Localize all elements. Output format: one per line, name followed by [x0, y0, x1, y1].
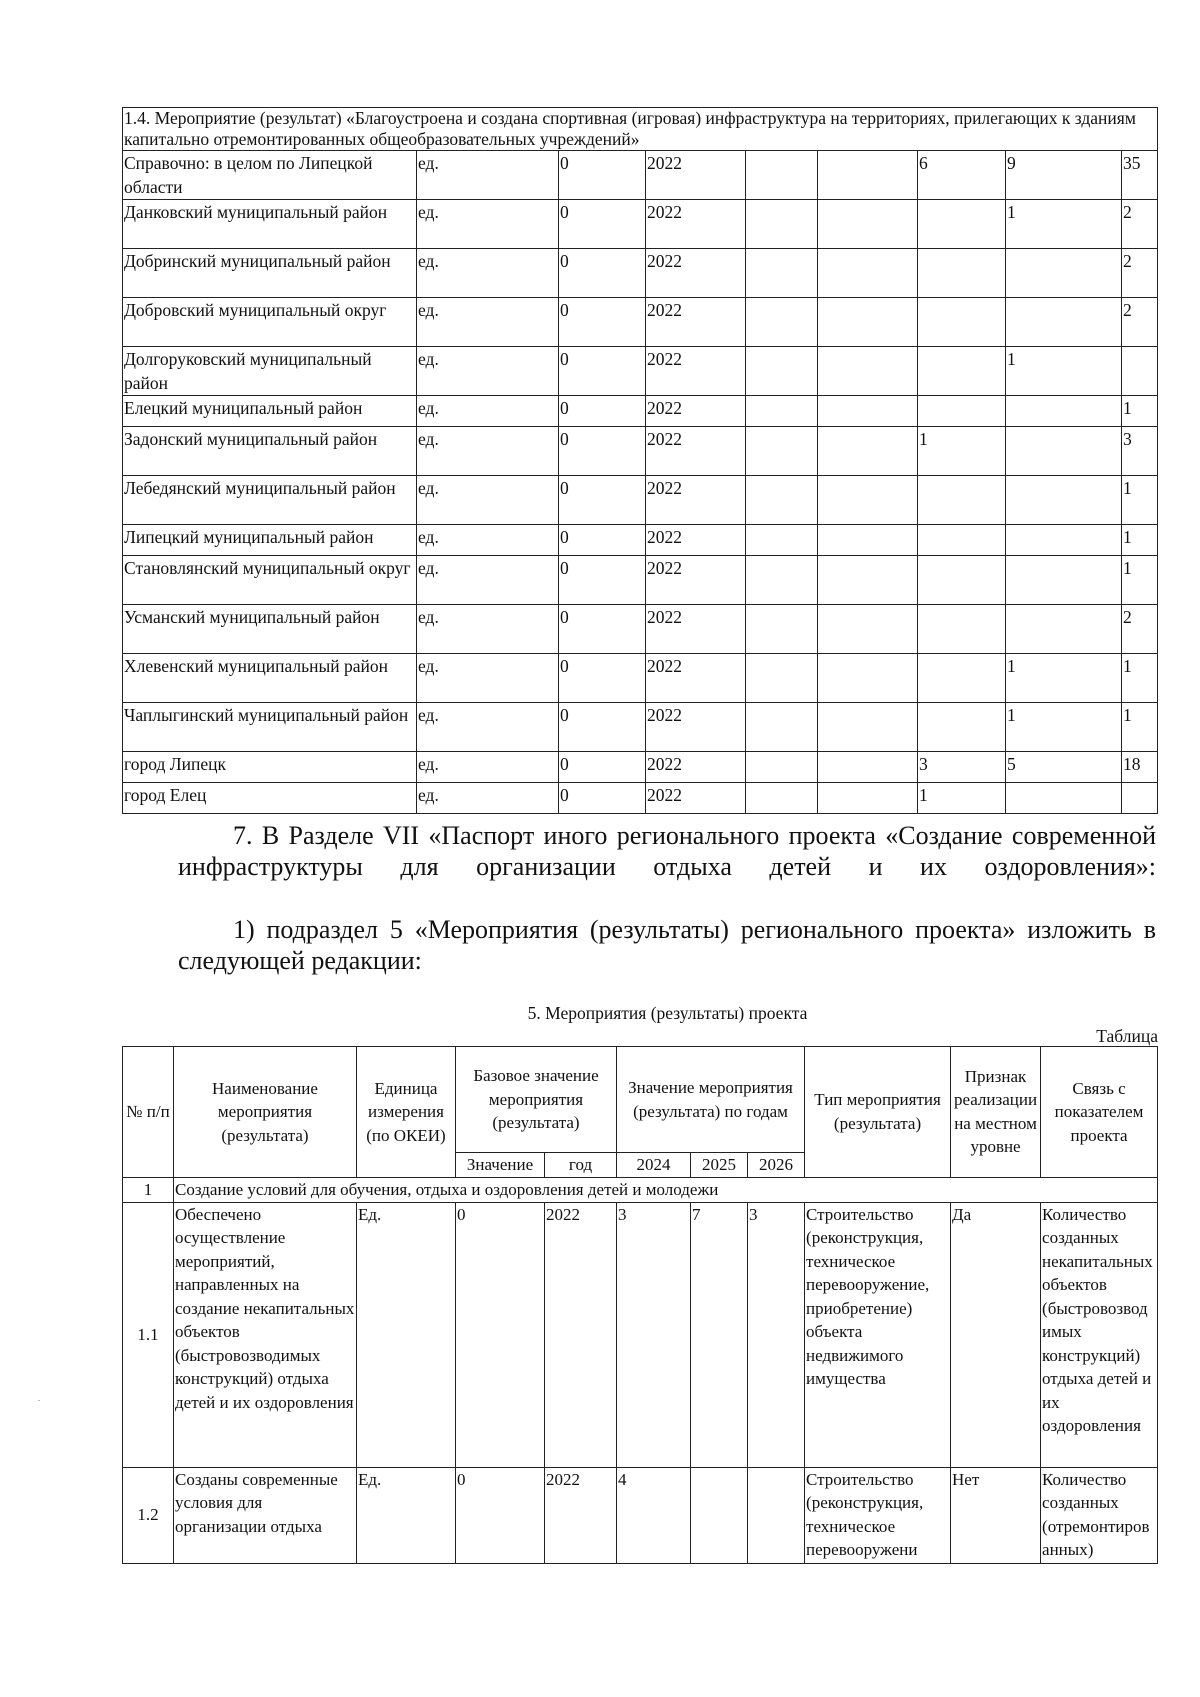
section-1-4-title: 1.4. Мероприятие (результат) «Благоустроена и создана спортивная (игровая) инфраструктура на территориях, прилегающих к зданиям капитально отремонтированных общеобразовательных учреждений» [123, 108, 1158, 151]
cell-unit: ед. [417, 347, 559, 396]
table-row [123, 703, 1158, 752]
cell-c9: 35 [1122, 151, 1158, 200]
results-table-1-4 [122, 107, 1158, 814]
cell-base: 0 [559, 605, 646, 654]
cell-name: Елецкий муниципальный район [123, 396, 417, 427]
cell-c9: 1 [1122, 654, 1158, 703]
cell-base: 0 [559, 783, 646, 814]
cell-year: 2022 [646, 783, 746, 814]
cell-base: 0 [559, 347, 646, 396]
cell-c9: 3 [1122, 427, 1158, 476]
row-1-1-year: 2022 [545, 1202, 617, 1467]
cell-c5 [746, 703, 818, 752]
cell-c8 [1006, 783, 1122, 814]
cell-c5 [746, 347, 818, 396]
table-row [123, 654, 1158, 703]
cell-c9: 1 [1122, 396, 1158, 427]
cell-year: 2022 [646, 752, 746, 783]
cell-year: 2022 [646, 151, 746, 200]
cell-c5 [746, 249, 818, 298]
cell-c6 [818, 654, 918, 703]
row-1-1-link: Количество созданных некапитальных объектов (быстровозводимых конструкций) отдыха детей и их оздоровления [1041, 1202, 1158, 1467]
cell-c5 [746, 200, 818, 249]
cell-c7 [918, 249, 1006, 298]
cell-unit: ед. [417, 427, 559, 476]
row-1-1-name: Обеспечено осуществление мероприятий, направленных на создание некапитальных объектов (быстровозводимых конструкций) отдыха детей и их оздоровления [174, 1202, 357, 1467]
cell-c5 [746, 298, 818, 347]
cell-base: 0 [559, 752, 646, 783]
cell-year: 2022 [646, 298, 746, 347]
row-1-2-name: Созданы современные условия для организации отдыха [174, 1467, 357, 1563]
cell-base: 0 [559, 298, 646, 347]
table-row [123, 476, 1158, 525]
cell-unit: ед. [417, 783, 559, 814]
cell-base: 0 [559, 151, 646, 200]
cell-name: Долгоруковский муниципальный район [123, 347, 417, 396]
cell-c7: 3 [918, 752, 1006, 783]
cell-base: 0 [559, 200, 646, 249]
cell-c8: 9 [1006, 151, 1122, 200]
row-1-2-num: 1.2 [123, 1467, 174, 1563]
row-1-2-local: Нет [951, 1467, 1041, 1563]
cell-c9: 1 [1122, 556, 1158, 605]
table-row [123, 347, 1158, 396]
cell-base: 0 [559, 427, 646, 476]
cell-c6 [818, 703, 918, 752]
header-values: Значение мероприятия (результата) по годам [617, 1047, 805, 1153]
cell-name: Чаплыгинский муниципальный район [123, 703, 417, 752]
cell-name: Данковский муниципальный район [123, 200, 417, 249]
cell-c8 [1006, 476, 1122, 525]
row-1-1-local: Да [951, 1202, 1041, 1467]
row-1-2-base: 0 [456, 1467, 545, 1563]
cell-name: Усманский муниципальный район [123, 605, 417, 654]
header-2025: 2025 [691, 1153, 748, 1178]
cell-c6 [818, 200, 918, 249]
cell-name: Добровский муниципальный округ [123, 298, 417, 347]
cell-c8 [1006, 556, 1122, 605]
paragraph-section-vii [178, 820, 1156, 882]
cell-c8: 5 [1006, 752, 1122, 783]
cell-base: 0 [559, 556, 646, 605]
cell-c7: 6 [918, 151, 1006, 200]
cell-c5 [746, 556, 818, 605]
cell-base: 0 [559, 525, 646, 556]
table-caption: 5. Мероприятия (результаты) проекта [527, 1003, 808, 1023]
row-1-2-year: 2022 [545, 1467, 617, 1563]
paragraph-subsection-5 [178, 914, 1156, 976]
header-name: Наименование мероприятия (результата) [174, 1047, 357, 1178]
table-row [123, 752, 1158, 783]
cell-unit: ед. [417, 476, 559, 525]
cell-c7 [918, 703, 1006, 752]
header-num: № п/п [123, 1047, 174, 1178]
row-1-1-2025: 7 [691, 1202, 748, 1467]
cell-base: 0 [559, 654, 646, 703]
cell-year: 2022 [646, 605, 746, 654]
cell-c8 [1006, 249, 1122, 298]
header-2026: 2026 [748, 1153, 805, 1178]
table-row [123, 249, 1158, 298]
header-link: Связь с показателем проекта [1041, 1047, 1158, 1178]
cell-c6 [818, 752, 918, 783]
cell-year: 2022 [646, 347, 746, 396]
cell-c8 [1006, 525, 1122, 556]
row-1-1-base: 0 [456, 1202, 545, 1467]
row-1-2-unit: Ед. [357, 1467, 456, 1563]
cell-c6 [818, 476, 918, 525]
cell-c7 [918, 525, 1006, 556]
table-row [123, 783, 1158, 814]
cell-name: Задонский муниципальный район [123, 427, 417, 476]
cell-unit: ед. [417, 752, 559, 783]
cell-c5 [746, 427, 818, 476]
cell-c6 [818, 427, 918, 476]
cell-c9: 2 [1122, 605, 1158, 654]
cell-unit: ед. [417, 654, 559, 703]
cell-name: Лебедянский муниципальный район [123, 476, 417, 525]
cell-c5 [746, 396, 818, 427]
cell-year: 2022 [646, 703, 746, 752]
cell-base: 0 [559, 396, 646, 427]
section-title: Создание условий для обучения, отдыха и оздоровления детей и молодежи [174, 1177, 1158, 1202]
cell-unit: ед. [417, 703, 559, 752]
cell-unit: ед. [417, 200, 559, 249]
cell-name: Липецкий муниципальный район [123, 525, 417, 556]
header-base: Базовое значение мероприятия (результата) [456, 1047, 617, 1153]
cell-c6 [818, 783, 918, 814]
cell-c6 [818, 298, 918, 347]
cell-c8 [1006, 396, 1122, 427]
cell-c7 [918, 605, 1006, 654]
cell-year: 2022 [646, 249, 746, 298]
cell-c5 [746, 476, 818, 525]
header-local: Признак реализации на местном уровне [951, 1047, 1041, 1178]
table-row [123, 605, 1158, 654]
cell-unit: ед. [417, 525, 559, 556]
cell-c6 [818, 556, 918, 605]
cell-unit: ед. [417, 151, 559, 200]
table-row [123, 396, 1158, 427]
cell-c6 [818, 605, 918, 654]
scan-mark [38, 1400, 40, 1401]
cell-name: Справочно: в целом по Липецкой области [123, 151, 417, 200]
cell-year: 2022 [646, 556, 746, 605]
project-results-table [122, 1046, 1158, 1564]
cell-c8 [1006, 427, 1122, 476]
cell-c5 [746, 752, 818, 783]
cell-base: 0 [559, 249, 646, 298]
cell-unit: ед. [417, 298, 559, 347]
cell-c9: 2 [1122, 298, 1158, 347]
cell-c9: 2 [1122, 200, 1158, 249]
table-row [123, 556, 1158, 605]
row-1-2-2026 [748, 1467, 805, 1563]
cell-c5 [746, 605, 818, 654]
cell-c8: 1 [1006, 703, 1122, 752]
header-base-year: год [545, 1153, 617, 1178]
cell-c9 [1122, 783, 1158, 814]
row-1-1-type: Строительство (реконструкция, техническое перевооружение, приобретение) объекта недвижимого имущества [805, 1202, 951, 1467]
cell-unit: ед. [417, 556, 559, 605]
row-1-1-unit: Ед. [357, 1202, 456, 1467]
cell-unit: ед. [417, 249, 559, 298]
cell-year: 2022 [646, 476, 746, 525]
cell-c7: 1 [918, 783, 1006, 814]
cell-name: Добринский муниципальный район [123, 249, 417, 298]
cell-name: Становлянский муниципальный округ [123, 556, 417, 605]
cell-c9: 18 [1122, 752, 1158, 783]
cell-c6 [818, 396, 918, 427]
row-1-1-2024: 3 [617, 1202, 691, 1467]
cell-name: Хлевенский муниципальный район [123, 654, 417, 703]
cell-c6 [818, 249, 918, 298]
cell-year: 2022 [646, 427, 746, 476]
cell-c8: 1 [1006, 200, 1122, 249]
paragraph-1-text: 7. В Разделе VII «Паспорт иного регионального проекта «Создание современной инфраструктуры для организации отдыха детей и их оздоровления»: [178, 821, 1156, 881]
table-row [123, 525, 1158, 556]
table-row [123, 200, 1158, 249]
cell-c7 [918, 347, 1006, 396]
row-1-2-2024: 4 [617, 1467, 691, 1563]
cell-c7 [918, 476, 1006, 525]
cell-c7 [918, 654, 1006, 703]
cell-base: 0 [559, 476, 646, 525]
table-row [123, 151, 1158, 200]
cell-c7 [918, 556, 1006, 605]
cell-c7 [918, 200, 1006, 249]
cell-c6 [818, 525, 918, 556]
cell-c6 [818, 151, 918, 200]
section-num: 1 [123, 1177, 174, 1202]
cell-c8: 1 [1006, 654, 1122, 703]
paragraph-2-text: 1) подраздел 5 «Мероприятия (результаты) регионального проекта» изложить в следующей редакции: [178, 915, 1156, 975]
cell-c6 [818, 347, 918, 396]
cell-c9 [1122, 347, 1158, 396]
cell-year: 2022 [646, 200, 746, 249]
cell-c5 [746, 783, 818, 814]
cell-c7: 1 [918, 427, 1006, 476]
cell-name: город Липецк [123, 752, 417, 783]
cell-c9: 1 [1122, 703, 1158, 752]
cell-c8 [1006, 605, 1122, 654]
cell-c5 [746, 654, 818, 703]
cell-c9: 1 [1122, 525, 1158, 556]
header-2024: 2024 [617, 1153, 691, 1178]
header-type: Тип мероприятия (результата) [805, 1047, 951, 1178]
table-label: Таблица [1096, 1026, 1158, 1046]
row-1-1-num: 1.1 [123, 1202, 174, 1467]
cell-c5 [746, 525, 818, 556]
cell-c9: 2 [1122, 249, 1158, 298]
cell-year: 2022 [646, 396, 746, 427]
row-1-2-type: Строительство (реконструкция, техническое перевооружени [805, 1467, 951, 1563]
cell-c7 [918, 396, 1006, 427]
header-base-value: Значение [456, 1153, 545, 1178]
cell-c7 [918, 298, 1006, 347]
header-unit: Единица измерения (по ОКЕИ) [357, 1047, 456, 1178]
cell-c8 [1006, 298, 1122, 347]
cell-year: 2022 [646, 654, 746, 703]
cell-c8: 1 [1006, 347, 1122, 396]
cell-name: город Елец [123, 783, 417, 814]
row-1-2-2025 [691, 1467, 748, 1563]
cell-year: 2022 [646, 525, 746, 556]
cell-unit: ед. [417, 396, 559, 427]
row-1-2-link: Количество созданных (отремонтированных) [1041, 1467, 1158, 1563]
cell-unit: ед. [417, 605, 559, 654]
cell-c9: 1 [1122, 476, 1158, 525]
table-row [123, 427, 1158, 476]
cell-c5 [746, 151, 818, 200]
row-1-1-2026: 3 [748, 1202, 805, 1467]
cell-base: 0 [559, 703, 646, 752]
table-row [123, 298, 1158, 347]
